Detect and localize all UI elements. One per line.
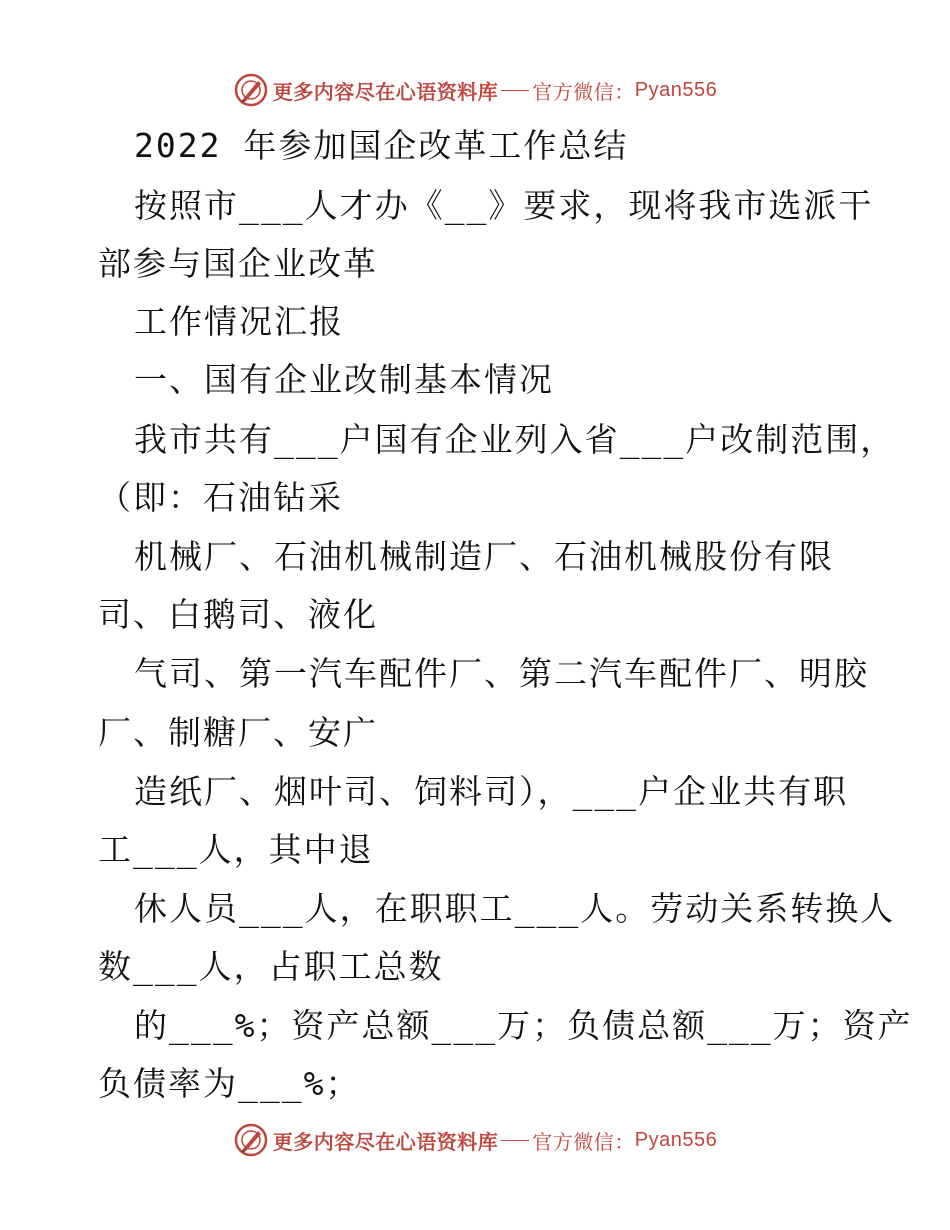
footer-watermark-banner bbox=[0, 1118, 950, 1162]
doc-line: 休人员___人，在职职工___人。劳动关系转换人 bbox=[134, 889, 896, 928]
banner-divider bbox=[501, 90, 529, 91]
banner-title: 更多内容尽在心语资料库 bbox=[272, 1129, 499, 1154]
banner-wechat-id: Pyan556 bbox=[634, 78, 718, 101]
doc-line: 司、白鹅司、液化 bbox=[98, 595, 378, 634]
doc-line: 按照市___人才办《__》要求，现将我市选派干 bbox=[134, 186, 874, 225]
pen-logo-icon bbox=[233, 72, 269, 108]
doc-line: 工___人，其中退 bbox=[98, 830, 374, 869]
header-watermark-banner bbox=[0, 68, 950, 112]
doc-line: 数___人，占职工总数 bbox=[98, 947, 444, 986]
doc-line: 厂、制糖厂、安广 bbox=[98, 713, 378, 752]
doc-line: 机械厂、石油机械制造厂、石油机械股份有限 bbox=[134, 537, 834, 576]
banner-subtitle: 官方微信： bbox=[532, 1129, 635, 1154]
doc-line: 的___%；资产总额___万；负债总额___万；资产 bbox=[134, 1006, 913, 1045]
doc-line: 负债率为___%； bbox=[98, 1064, 361, 1103]
doc-line: 工作情况汇报 bbox=[134, 302, 344, 341]
doc-line: （即：石油钻采 bbox=[98, 478, 343, 517]
banner-divider bbox=[501, 1140, 529, 1141]
doc-line: 气司、第一汽车配件厂、第二汽车配件厂、明胶 bbox=[134, 654, 869, 693]
doc-line: 部参与国企业改革 bbox=[98, 244, 378, 283]
banner-subtitle: 官方微信： bbox=[532, 79, 635, 104]
doc-line: 我市共有___户国有企业列入省___户改制范围， bbox=[134, 420, 896, 459]
section-heading: 一、国有企业改制基本情况 bbox=[134, 360, 554, 399]
banner-wechat-id: Pyan556 bbox=[634, 1128, 718, 1151]
pen-logo-icon bbox=[233, 1122, 269, 1158]
doc-title: 2022 年参加国企改革工作总结 bbox=[134, 126, 629, 165]
doc-line: 造纸厂、烟叶司、饲料司），___户企业共有职 bbox=[134, 772, 849, 811]
banner-title: 更多内容尽在心语资料库 bbox=[272, 79, 499, 104]
